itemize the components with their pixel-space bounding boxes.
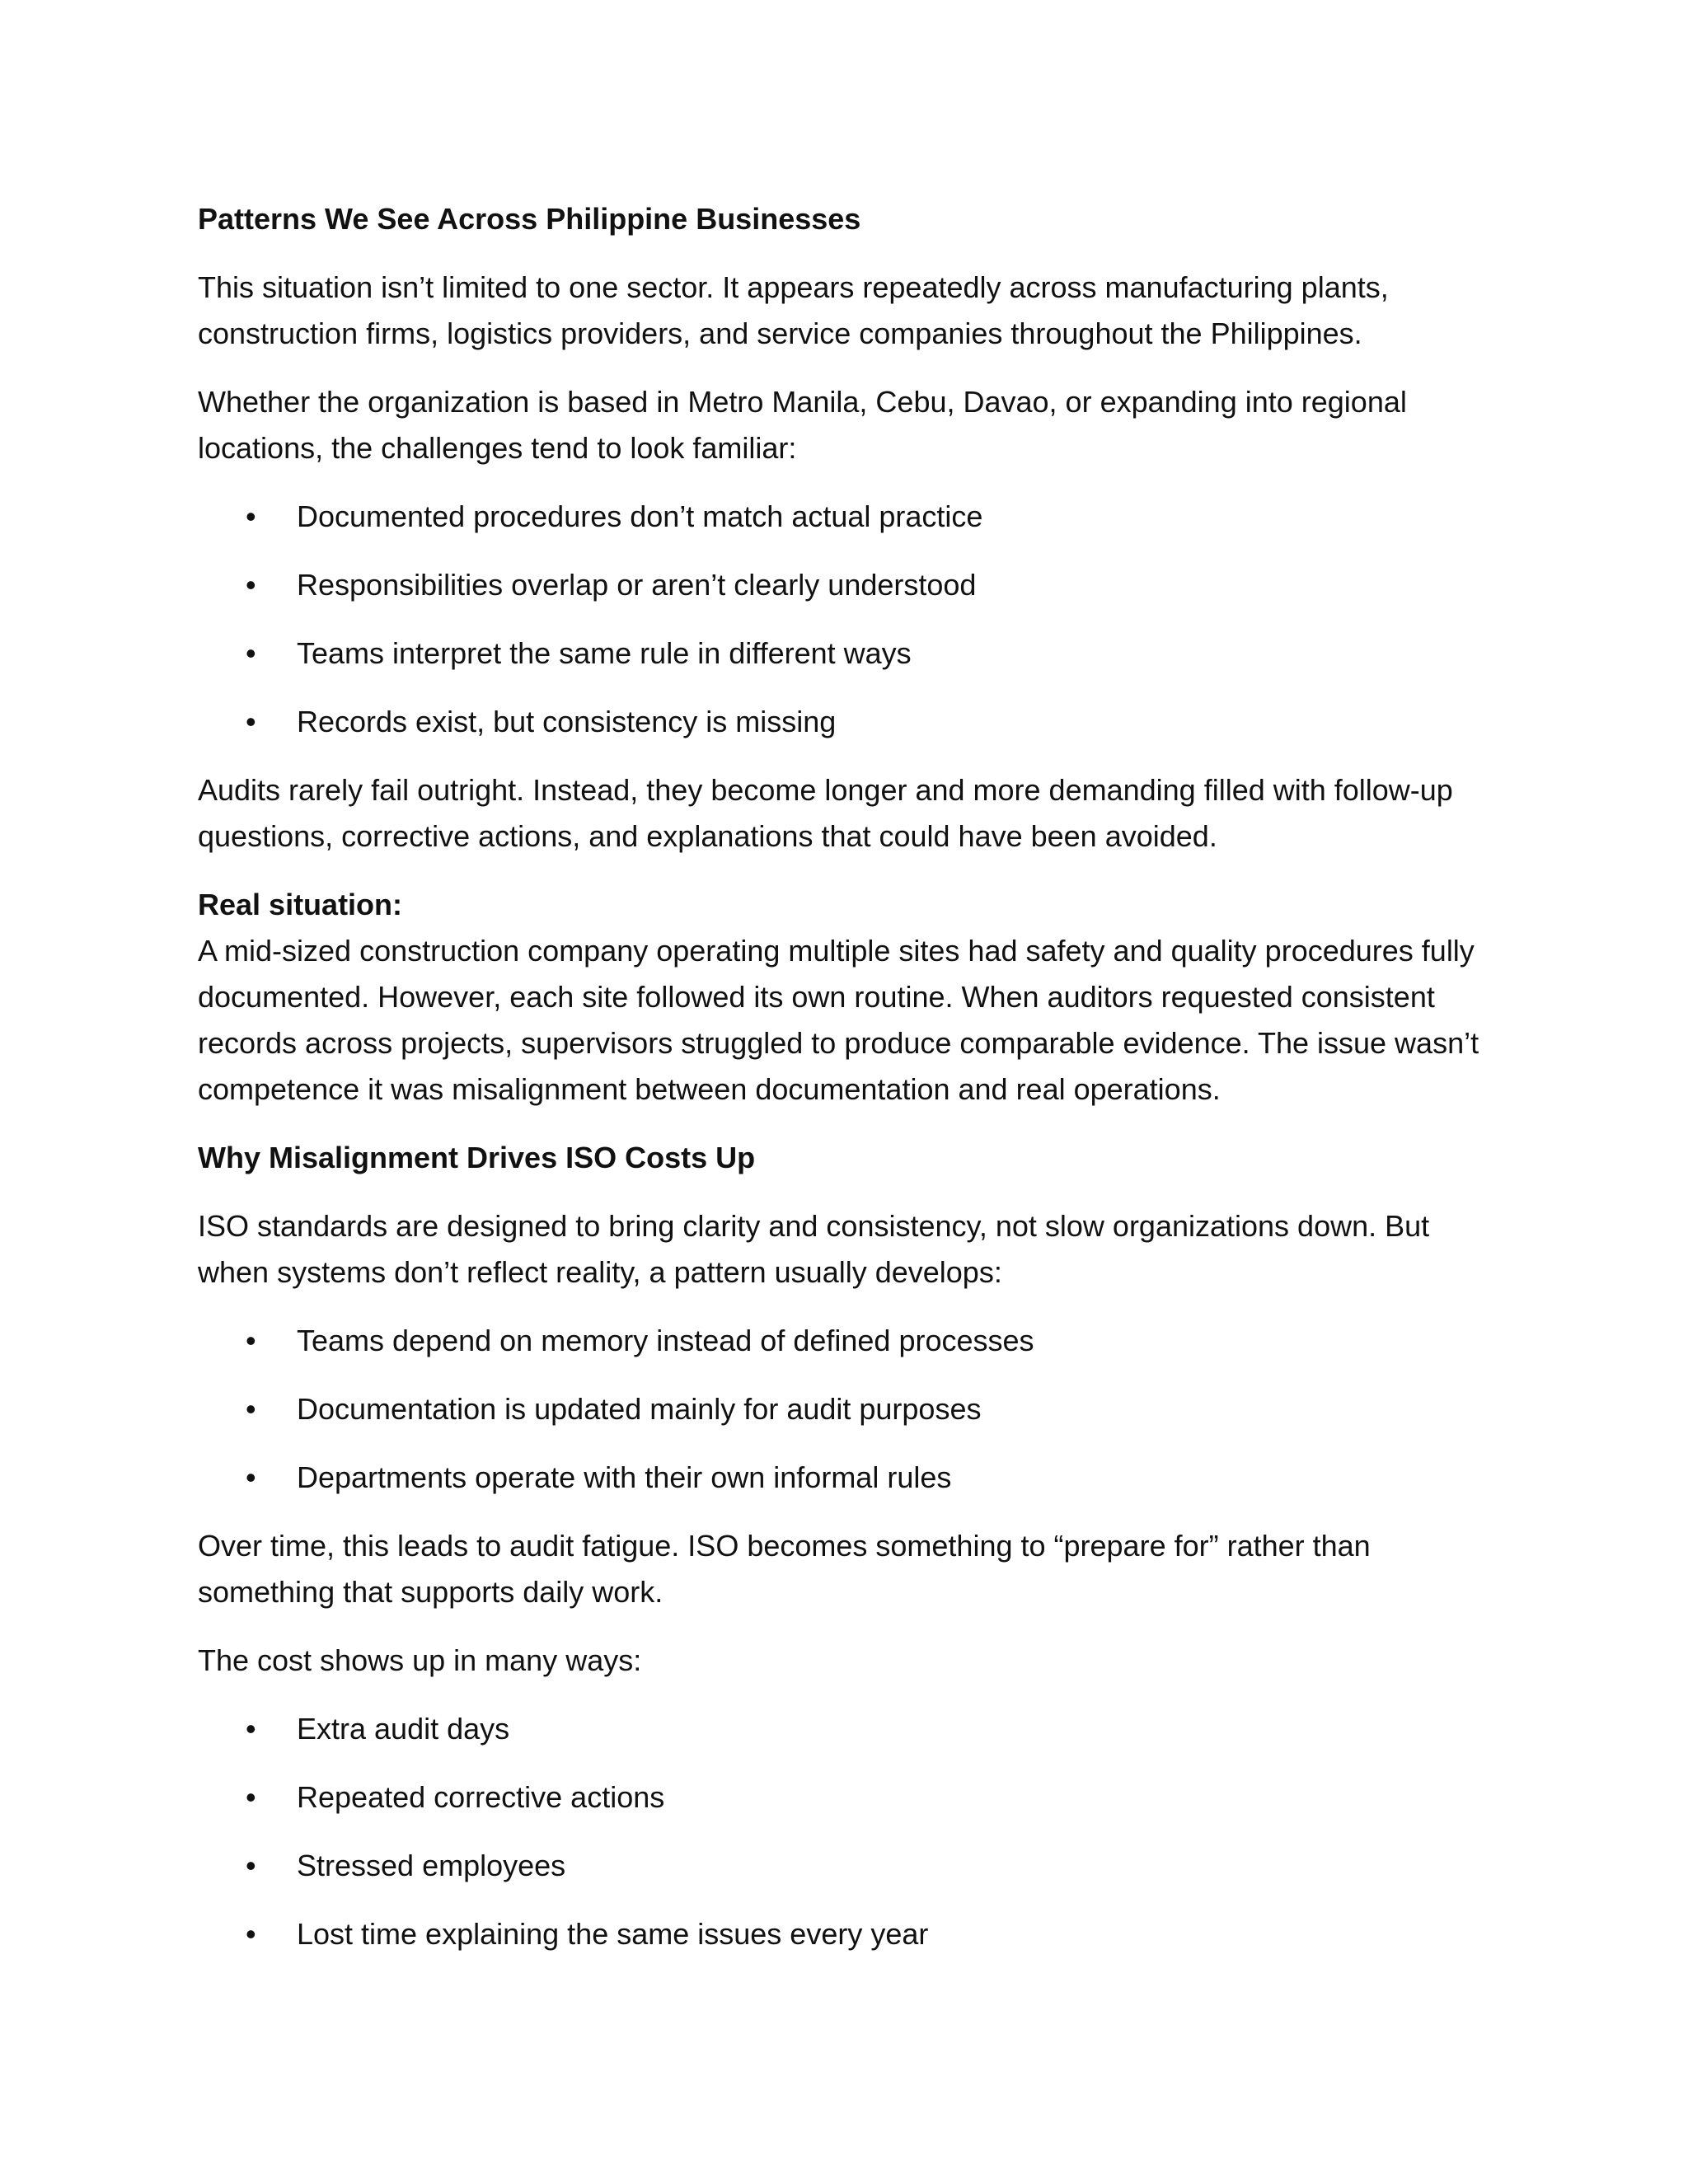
list-item: • Departments operate with their own informal rules [198,1455,1484,1501]
list-item: • Teams depend on memory instead of defined processes [198,1318,1484,1364]
bullet-icon: • [246,1780,256,1814]
case-study-label: Real situation: [198,888,403,921]
bullet-icon: • [246,499,256,533]
list-item: • Responsibilities overlap or aren’t clearly understood [198,562,1484,608]
paragraph-audits: Audits rarely fail outright. Instead, they become longer and more demanding filled with follow-up questions, corrective actions, and explanations that could have been avoided. [198,773,1453,853]
list-item: • Teams interpret the same rule in different ways [198,630,1484,677]
list-item: • Extra audit days [198,1706,1484,1752]
pattern-list [198,1318,1484,1501]
bullet-icon: • [246,1849,256,1882]
document-page [198,196,1484,1980]
bullet-icon: • [246,1324,256,1357]
section-heading-patterns: Patterns We See Across Philippine Businesses [198,202,861,236]
case-study-text: A mid-sized construction company operating multiple sites had safety and quality procedures fully documented. However, each site followed its own routine. When auditors requested consistent records across projects, supervisors struggled to produce comparable evidence. The issue wasn’t competence it was misalignment between documentation and real operations. [198,934,1479,1106]
paragraph-iso-standards: ISO standards are designed to bring clarity and consistency, not slow organizations down. But when systems don’t reflect reality, a pattern usually develops: [198,1209,1430,1289]
bullet-icon: • [246,1917,256,1951]
list-item: • Stressed employees [198,1843,1484,1889]
case-study [198,882,1484,1113]
bullet-icon: • [246,1460,256,1494]
paragraph-audit-fatigue: Over time, this leads to audit fatigue. ISO becomes something to “prepare for” rather than something that supports daily work. [198,1529,1371,1609]
cost-list [198,1706,1484,1957]
bullet-icon: • [246,636,256,670]
list-item: • Documentation is updated mainly for audit purposes [198,1386,1484,1432]
bullet-icon: • [246,568,256,602]
paragraph-cost-intro: The cost shows up in many ways: [198,1643,642,1677]
challenges-list [198,494,1484,745]
list-item: • Lost time explaining the same issues every year [198,1911,1484,1957]
bullet-icon: • [246,705,256,738]
bullet-icon: • [246,1712,256,1746]
paragraph-locations: Whether the organization is based in Metro Manila, Cebu, Davao, or expanding into regional locations, the challenges tend to look familiar: [198,385,1407,465]
section-heading-misalignment: Why Misalignment Drives ISO Costs Up [198,1141,756,1174]
list-item: • Records exist, but consistency is missing [198,699,1484,745]
bullet-icon: • [246,1392,256,1426]
list-item: • Documented procedures don’t match actual practice [198,494,1484,540]
list-item: • Repeated corrective actions [198,1774,1484,1821]
paragraph-sector: This situation isn’t limited to one sector. It appears repeatedly across manufacturing plants, construction firms, logistics providers, and service companies throughout the Philippines. [198,270,1389,350]
